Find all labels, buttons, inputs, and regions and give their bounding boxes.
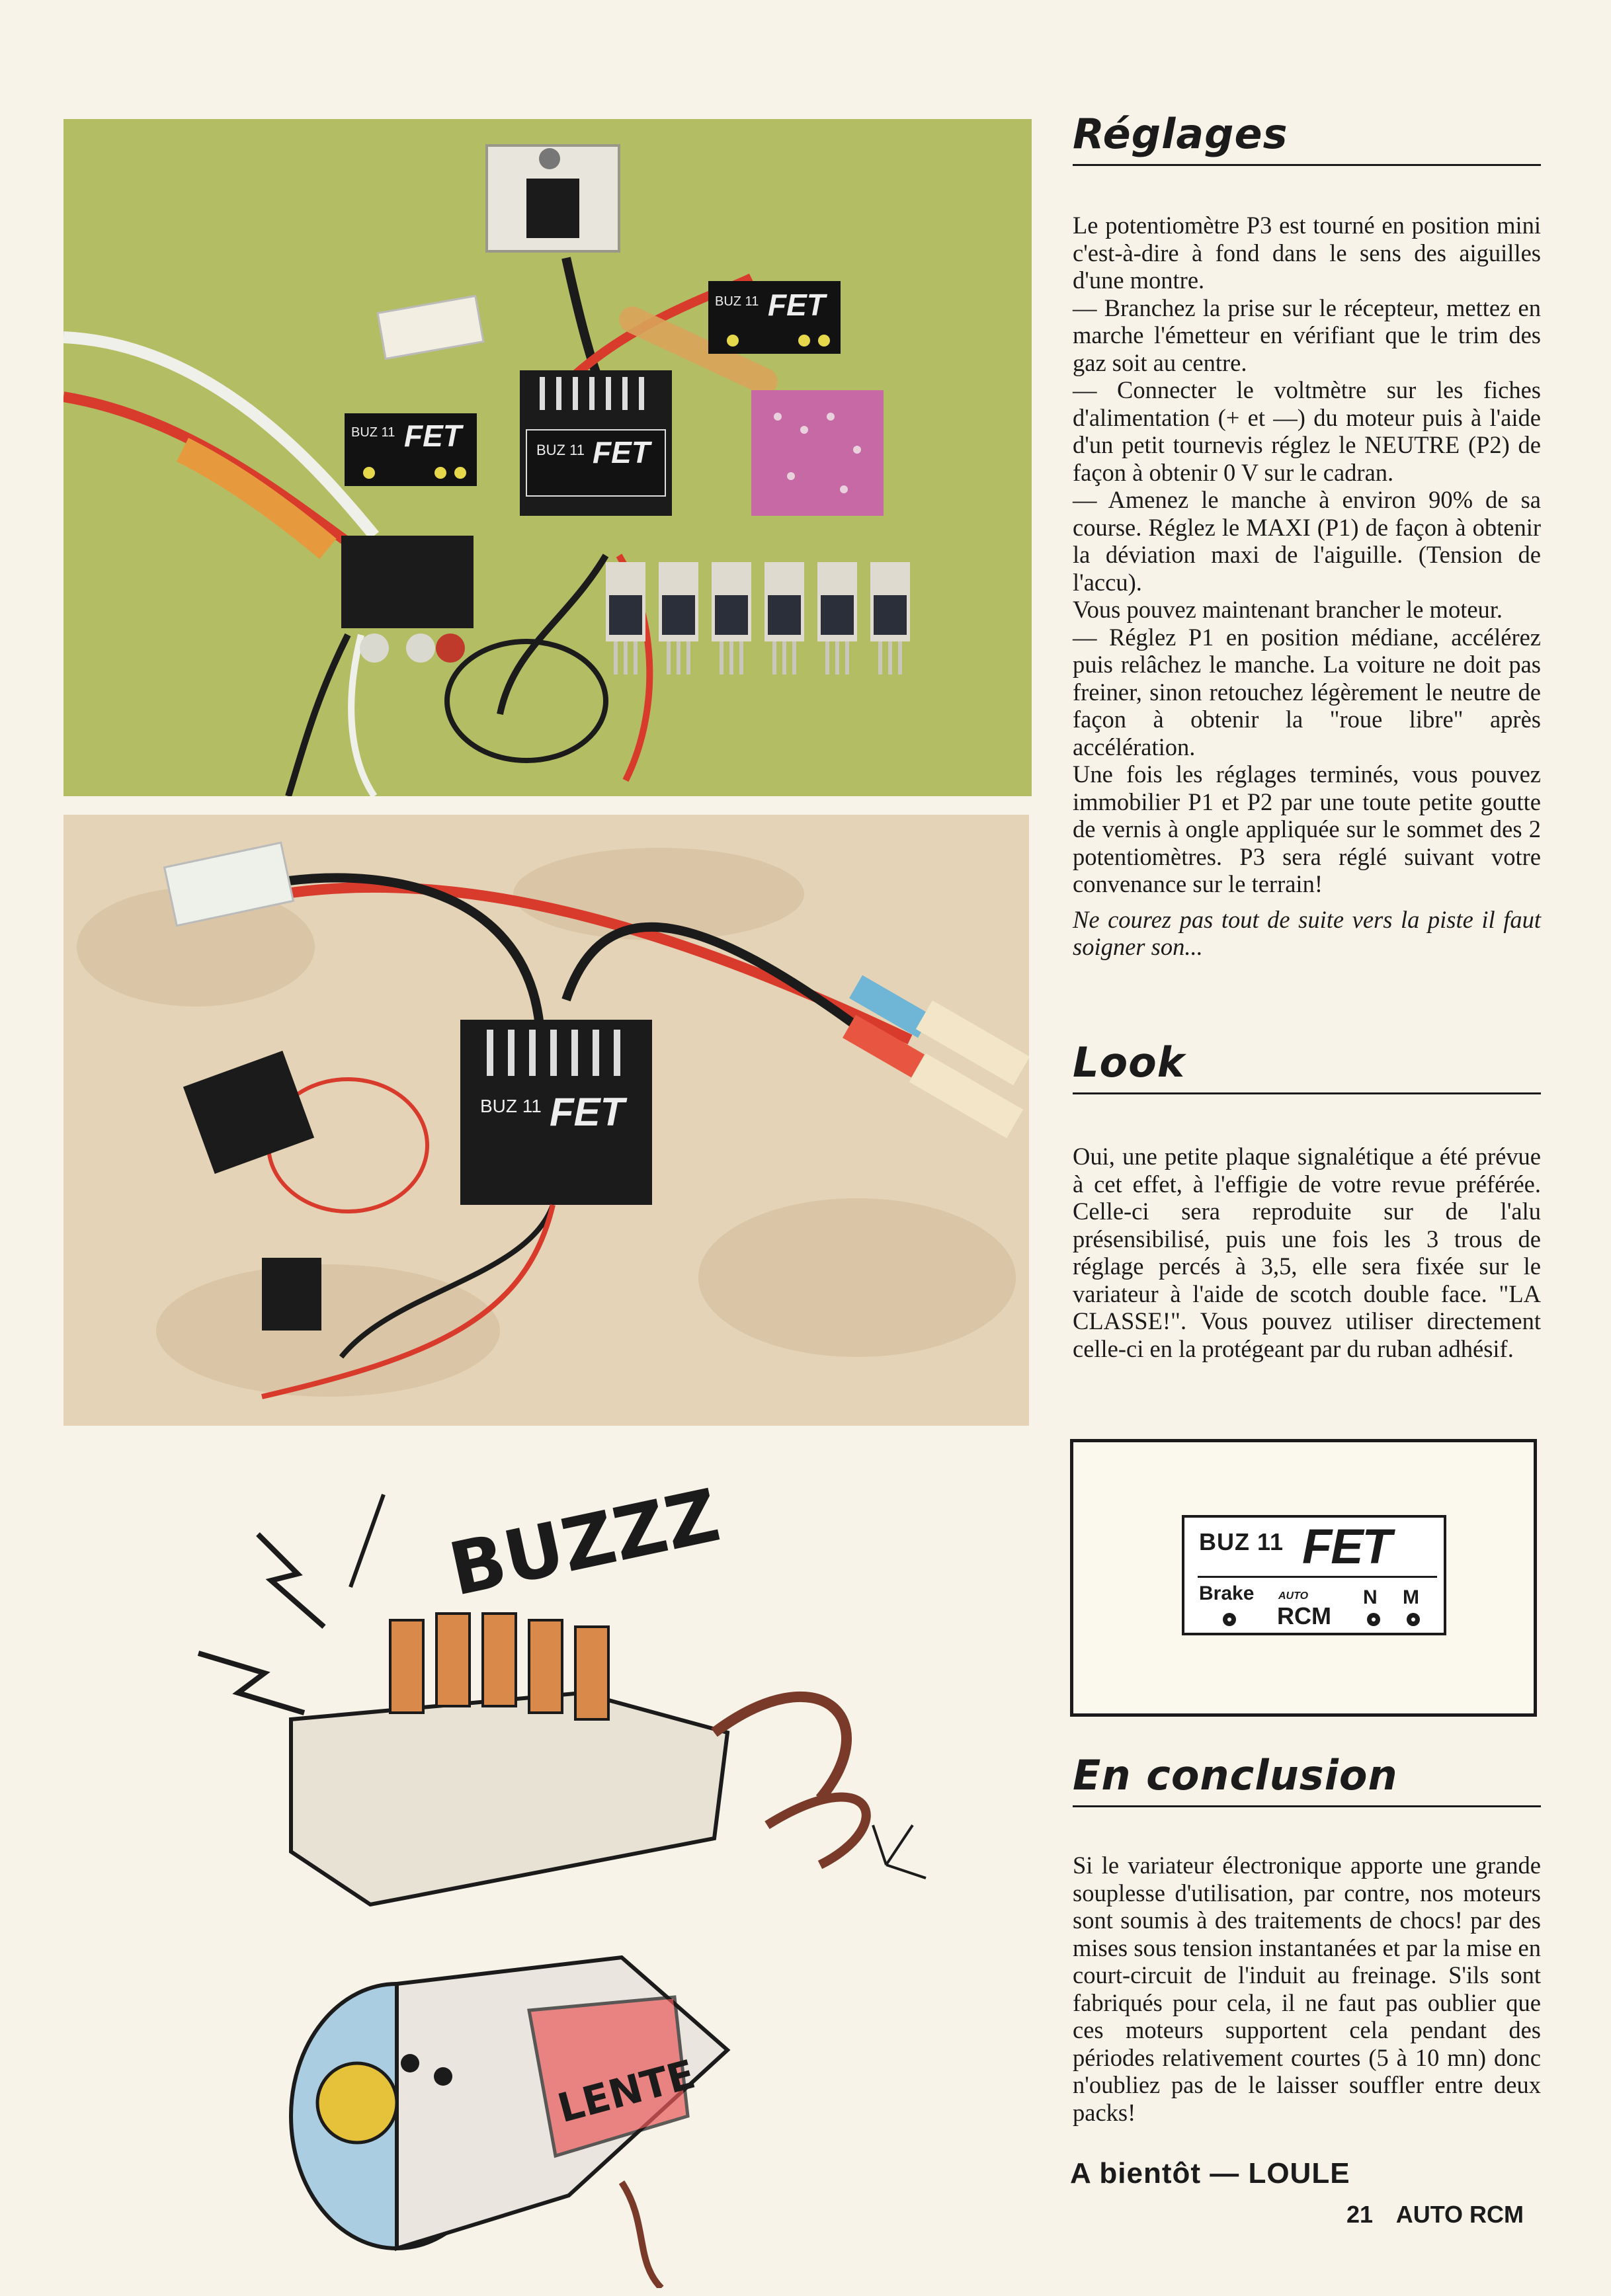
nameplate-figure (1070, 1439, 1537, 1717)
reglages-paragraph: — Amenez le manche à environ 90% de sa course. Réglez le MAXI (P1) de façon à obtenir la déviation maxi de l'aiguille. (Tension de l'accu). (1073, 486, 1541, 596)
nameplate-fet-logo: FET (1302, 1519, 1391, 1574)
section-body-reglages (1073, 212, 1541, 961)
reglages-paragraph: — Réglez P1 en position médiane, accélérez puis relâchez le manche. La voiture ne doit pas freiner, sinon retouchez légèrement le neutre de façon à obtenir la "roue libre" après accélération. (1073, 623, 1541, 760)
reglages-italic-note: Ne courez pas tout de suite vers la piste il faut soigner son... (1073, 905, 1541, 960)
photo-assembled-esc (63, 815, 1029, 1426)
reglages-paragraph: Vous pouvez maintenant brancher le moteur. (1073, 596, 1503, 623)
reglages-paragraph: — Branchez la prise sur le récepteur, mettez en marche l'émetteur en vérifiant que le trim des gaz soit au centre. (1073, 294, 1541, 376)
cartoon-motor-label: LENTE (553, 2051, 700, 2133)
svg-text:BUZ 11: BUZ 11 (351, 425, 395, 440)
section-heading-conclusion: En conclusion (1073, 1752, 1541, 1807)
adjust-hole-m (1407, 1613, 1420, 1626)
nameplate-n-label: N (1363, 1586, 1378, 1608)
page-number: 21 (1346, 2201, 1374, 2228)
cartoon-buzzing-motor (159, 1455, 1032, 2288)
section-body-conclusion (1073, 1852, 1541, 2126)
nameplate-divider (1198, 1576, 1437, 1578)
svg-text:FET: FET (404, 419, 462, 453)
svg-text:BUZ 11: BUZ 11 (715, 294, 759, 309)
section-body-look (1073, 1143, 1541, 1362)
nameplate-m-label: M (1403, 1586, 1419, 1608)
svg-text:BUZ 11: BUZ 11 (480, 1096, 542, 1116)
svg-text:FET: FET (550, 1090, 625, 1134)
conclusion-paragraph: Si le variateur électronique apporte une grande souplesse d'utilisation, par contre, nos moteurs sont soumis à des traitements de chocs! par des mises sous tension instantanées et par la mise en court-circuit de l'induit au freinage. S'ils sont fabriqués pour cela, il ne faut pas oublier que ces moteurs supportent cela pendant des périodes relativement courtes (5 à 10 mn) donc n'oubliez pas de le laisser souffler entre deux packs! (1073, 1852, 1541, 2126)
page-footer (1346, 2201, 1524, 2229)
reglages-paragraph: Le potentiomètre P3 est tourné en position mini c'est-à-dire à fond dans le sens des aiguilles d'une montre. (1073, 212, 1541, 294)
author-signoff: A bientôt — LOULE (1070, 2157, 1350, 2190)
svg-text:FET: FET (593, 435, 650, 470)
adjust-hole-brake (1223, 1613, 1236, 1626)
svg-text:FET: FET (768, 288, 825, 322)
cartoon-buzz-text: BUZZZ (442, 1473, 727, 1613)
look-paragraph: Oui, une petite plaque signalétique a été prévue à cet effet, à l'effigie de votre revue préférée. Celle-ci sera reproduite sur de l'alu présensibilisé, puis une fois les 3 trous de réglage percés à 3,5, elle sera fixée sur le variateur à l'aide de scotch double face. "LA CLASSE!". Vous pouvez utiliser directement celle-ci en la protégeant par du ruban adhésif. (1073, 1143, 1541, 1362)
magazine-name: AUTO RCM (1395, 2201, 1524, 2228)
nameplate-rcm-logo: RCM (1277, 1602, 1331, 1629)
nameplate-auto-label: AUTO (1278, 1590, 1309, 1602)
section-heading-reglages: Réglages (1073, 111, 1541, 166)
svg-text:BUZ 11: BUZ 11 (536, 442, 585, 458)
nameplate-model: BUZ 11 (1199, 1528, 1284, 1555)
reglages-paragraph: — Connecter le voltmètre sur les fiches d'alimentation (+ et —) du moteur puis à l'aide d'un petit tournevis réglez le NEUTRE (P2) de façon à obtenir 0 V sur le cadran. (1073, 376, 1541, 486)
photo-components-kit (63, 119, 1032, 796)
adjust-hole-n (1367, 1613, 1380, 1626)
section-heading-look: Look (1073, 1040, 1541, 1094)
nameplate-brake-label: Brake (1199, 1582, 1255, 1604)
nameplate (1182, 1515, 1446, 1635)
reglages-paragraph: Une fois les réglages terminés, vous pouvez immobilier P1 et P2 par une toute petite goutte de vernis à ongle appliquée sur le sommet des 2 potentiomètres. P3 sera réglé suivant votre convenance sur le terrain! (1073, 760, 1541, 897)
